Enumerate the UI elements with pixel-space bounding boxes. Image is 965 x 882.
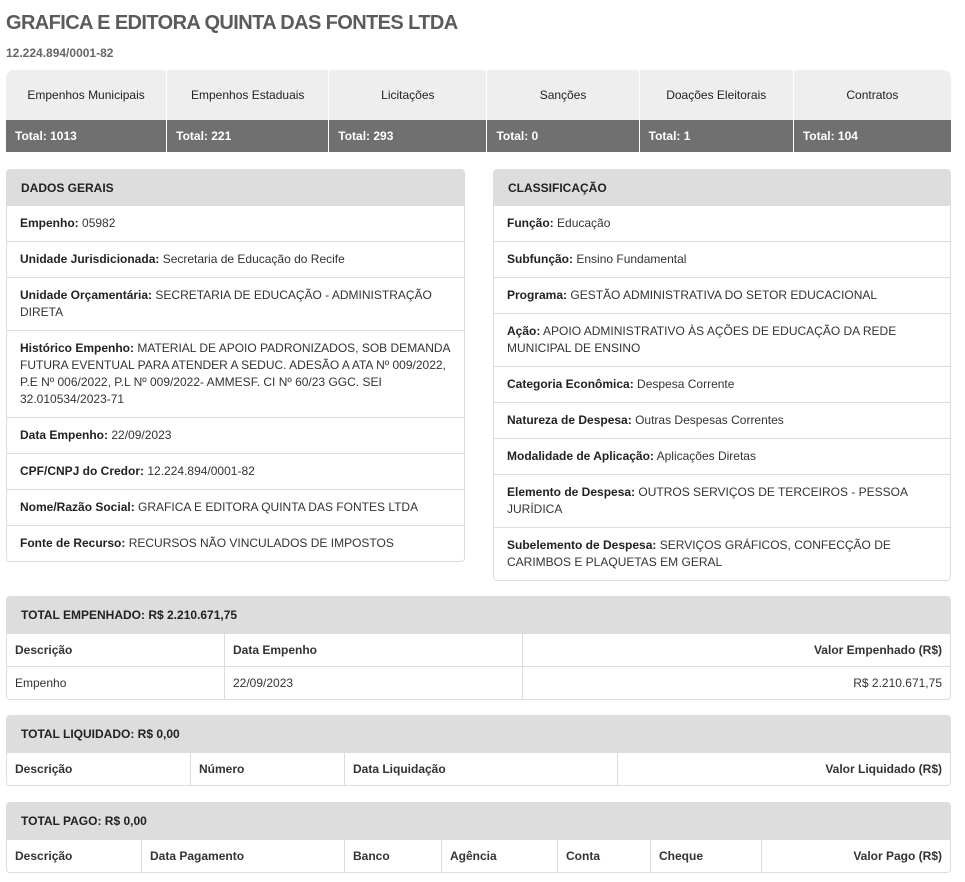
info-row: Categoria Econômica: Despesa Corrente	[494, 366, 950, 402]
column-header: Descrição	[7, 840, 142, 873]
pago-panel	[6, 802, 951, 873]
empenhado-panel	[6, 596, 951, 700]
tab-total: Total: 0	[487, 120, 638, 152]
liquidado-panel	[6, 715, 951, 786]
info-row: Função: Educação	[494, 205, 950, 241]
liquidado-table	[7, 752, 950, 785]
tab-empenhos-estaduais[interactable]	[167, 70, 329, 152]
column-header: Descrição	[7, 753, 191, 786]
info-row: Fonte de Recurso: RECURSOS NÃO VINCULADOS DE IMPOSTOS	[7, 525, 464, 561]
company-title: GRAFICA E EDITORA QUINTA DAS FONTES LTDA	[6, 12, 458, 34]
column-header: Agência	[442, 840, 558, 873]
column-header: Descrição	[7, 634, 225, 667]
table-cell: R$ 2.210.671,75	[523, 667, 951, 700]
tab-total: Total: 104	[794, 120, 951, 152]
column-header: Valor Empenhado (R$)	[523, 634, 951, 667]
tab-total: Total: 293	[329, 120, 486, 152]
table-cell: 22/09/2023	[225, 667, 523, 700]
column-header: Banco	[345, 840, 442, 873]
info-row: Ação: APOIO ADMINISTRATIVO ÀS AÇÕES DE EDUCAÇÃO DA REDE MUNICIPAL DE ENSINO	[494, 313, 950, 366]
tab-total: Total: 221	[167, 120, 328, 152]
tab-label: Doações Eleitorais	[640, 70, 793, 120]
stats-tabs	[6, 70, 951, 152]
table-row	[7, 667, 950, 700]
table-cell: Empenho	[7, 667, 225, 700]
panel-title: CLASSIFICAÇÃO	[494, 170, 950, 205]
tab-sancoes[interactable]	[487, 70, 639, 152]
tab-label: Contratos	[794, 70, 951, 120]
info-row: Subfunção: Ensino Fundamental	[494, 241, 950, 277]
info-row: Subelemento de Despesa: SERVIÇOS GRÁFICOS, CONFECÇÃO DE CARIMBOS E PLAQUETAS EM GERAL	[494, 527, 950, 580]
column-header: Número	[191, 753, 345, 786]
tab-total: Total: 1	[640, 120, 793, 152]
info-row: Nome/Razão Social: GRAFICA E EDITORA QUINTA DAS FONTES LTDA	[7, 489, 464, 525]
panel-title: TOTAL EMPENHADO: R$ 2.210.671,75	[7, 597, 950, 633]
panel-title: TOTAL LIQUIDADO: R$ 0,00	[7, 716, 950, 752]
dados-gerais-panel	[6, 169, 465, 562]
tab-label: Empenhos Municipais	[6, 70, 166, 120]
tab-label: Sanções	[487, 70, 638, 120]
tab-doacoes-eleitorais[interactable]	[640, 70, 794, 152]
panel-title: TOTAL PAGO: R$ 0,00	[7, 803, 950, 839]
info-row: Data Empenho: 22/09/2023	[7, 417, 464, 453]
company-cnpj: 12.224.894/0001-82	[6, 46, 114, 60]
column-header: Valor Pago (R$)	[762, 840, 951, 873]
info-row: Programa: GESTÃO ADMINISTRATIVA DO SETOR EDUCACIONAL	[494, 277, 950, 313]
info-row: Empenho: 05982	[7, 205, 464, 241]
table-header-row	[7, 753, 950, 786]
info-row: Unidade Jurisdicionada: Secretaria de Educação do Recife	[7, 241, 464, 277]
column-header: Valor Liquidado (R$)	[618, 753, 951, 786]
pago-table	[7, 839, 950, 872]
tab-licitacoes[interactable]	[329, 70, 487, 152]
classificacao-panel	[493, 169, 951, 581]
tab-total: Total: 1013	[6, 120, 166, 152]
table-header-row	[7, 840, 950, 873]
info-row: Natureza de Despesa: Outras Despesas Correntes	[494, 402, 950, 438]
panel-title: DADOS GERAIS	[7, 170, 464, 205]
tab-contratos[interactable]	[794, 70, 951, 152]
info-row: Elemento de Despesa: OUTROS SERVIÇOS DE TERCEIROS - PESSOA JURÍDICA	[494, 474, 950, 527]
column-header: Conta	[558, 840, 651, 873]
column-header: Data Pagamento	[142, 840, 345, 873]
column-header: Cheque	[651, 840, 762, 873]
tab-label: Empenhos Estaduais	[167, 70, 328, 120]
table-header-row	[7, 634, 950, 667]
info-row: Modalidade de Aplicação: Aplicações Diretas	[494, 438, 950, 474]
empenhado-table	[7, 633, 950, 699]
tab-label: Licitações	[329, 70, 486, 120]
tab-empenhos-municipais[interactable]	[6, 70, 167, 152]
column-header: Data Empenho	[225, 634, 523, 667]
info-row: Unidade Orçamentária: SECRETARIA DE EDUCAÇÃO - ADMINISTRAÇÃO DIRETA	[7, 277, 464, 330]
info-row: CPF/CNPJ do Credor: 12.224.894/0001-82	[7, 453, 464, 489]
info-row: Histórico Empenho: MATERIAL DE APOIO PADRONIZADOS, SOB DEMANDA FUTURA EVENTUAL PARA ATENDER A SEDUC. ADESÃO A ATA Nº 009/2022, P.E Nº 006/2022, P.L Nº 009/2022- AMMESF. CI Nº 60/23 GGC. SEI 32.010534/2023-71	[7, 330, 464, 417]
column-header: Data Liquidação	[345, 753, 618, 786]
